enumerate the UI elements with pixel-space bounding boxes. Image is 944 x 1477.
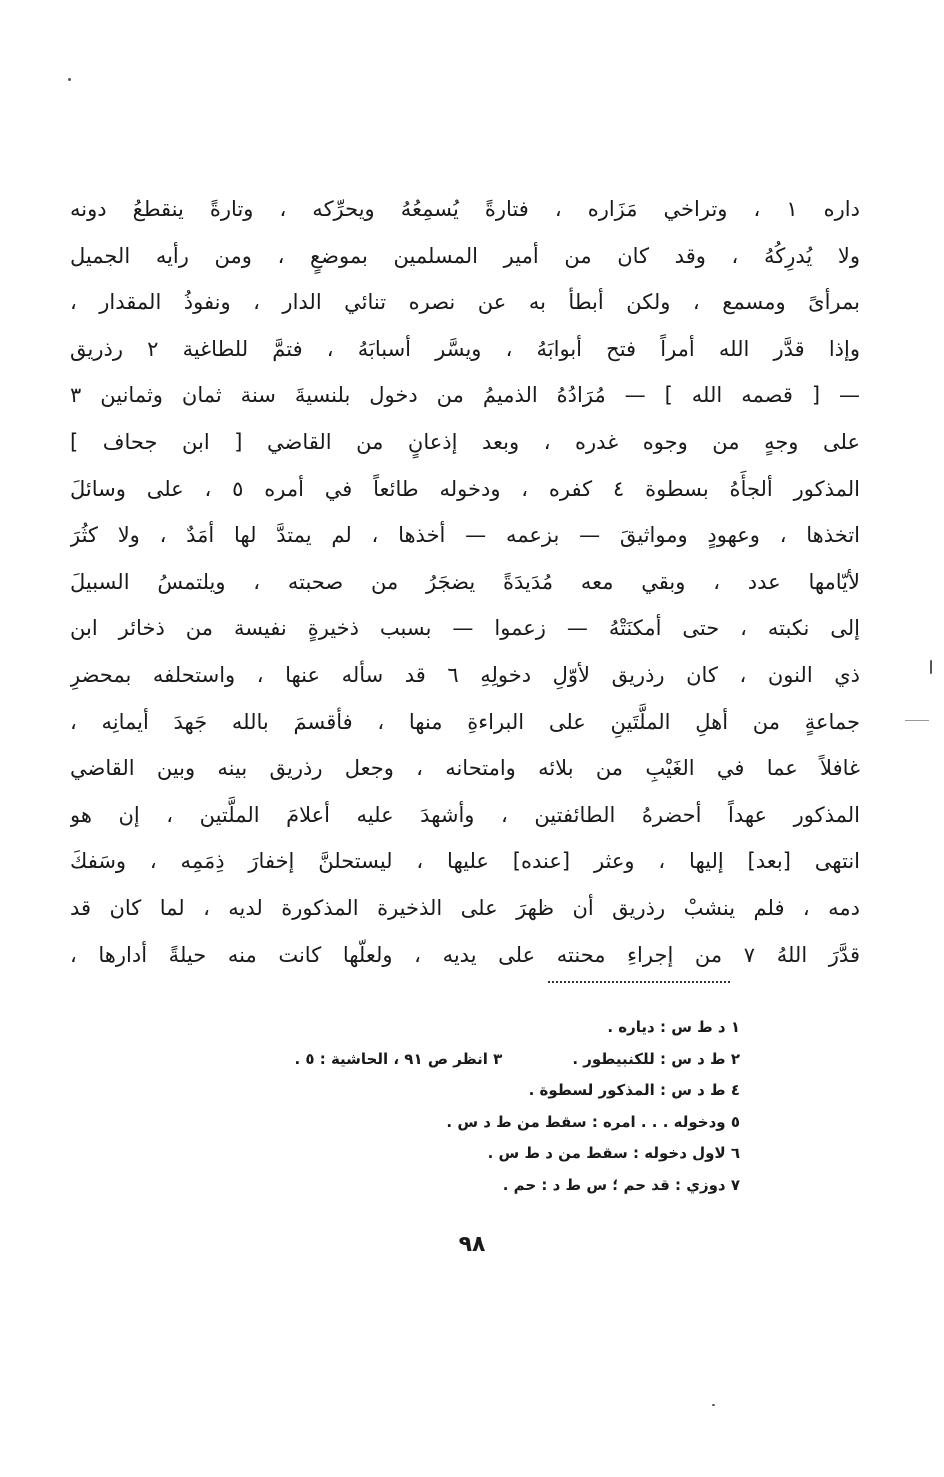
footnote-row [150,1012,740,1044]
footnotes [150,1012,740,1201]
text-line: المذكور عهداً أحضرهُ الطائفتين ، وأشهدَ عليه أعلامَ الملَّتين ، إن هو [70,802,860,827]
footnote-row [150,1107,740,1139]
text-line: اتخذها ، وعهودٍ ومواثيقَ — بزعمه — أخذها ، لم يمتدَّ لها أمَدٌ ، ولا كثُرَ [70,523,860,548]
footnote: ٧ دوزي : قد حم ؛ س ط د : حم . [502,1175,740,1194]
text-line: وإذا قدَّر الله أمراً فتح أبوابَهُ ، ويسَّر أسبابَهُ ، فتمَّ للطاغية ٢ رذريق [70,336,860,361]
text-line: دمه ، فلم ينشبْ رذريق أن ظهرَ على الذخيرة المذكورة لديه ، لما كان قد [70,895,860,920]
text-line: لأيّامها عدد ، وبقي معه مُدَيدَةً يضجَرُ من صحبته ، ويلتمسُ السبيلَ [70,569,860,594]
text-line: داره ١ ، وتراخي مَزَاره ، فتارةً يُسمِعُهُ ويحرِّكه ، وتارةً ينقطعُ دونه [70,197,860,221]
text-line: قدَّرَ اللهُ ٧ من إجراءِ محنته على يديه ، ولعلّها كانت منه حيلةً أدارها ، [70,942,860,967]
text-line: المذكور ألجأَهُ بسطوة ٤ كفره ، ودخوله طائعاً في أمره ٥ ، على وسائلَ [70,476,860,501]
footnote-row [150,1044,740,1076]
scan-speck [930,660,932,674]
footnote-divider [548,981,730,983]
footnote-row [150,1138,740,1170]
text-line: جماعةٍ من أهلِ الملَّتَينِ على البراءةِ منها ، فأقسمَ بالله جَهدَ أيمانِه ، [70,709,860,734]
footnote: ١ د ط س : دياره . [607,1018,740,1036]
text-line: انتهى [بعد] إليها ، وعثر [عنده] عليها ، ليستحلنَّ إخفارَ ذِمَمِه ، وسَفكَ [70,849,860,874]
text-line: — [ قصمه الله ] — مُرَادُهُ الذميمُ من دخول بلنسيةَ سنة ثمان وثمانين ٣ [70,383,860,408]
text-line: إلى نكبته ، حتى أمكنَتْهُ — زعموا — بسبب ذخيرةٍ نفيسة من ذخائر ابن [70,616,860,641]
scan-speck [712,1404,715,1406]
footnote-row [150,1075,740,1107]
scan-speck [68,78,71,81]
main-text [70,186,860,978]
footnote: ٥ ودخوله . . . امره : سقط من ط د س . [446,1112,740,1131]
footnote-row [150,1170,740,1202]
footnote: ٤ ط د س : المذكور لسطوة . [528,1081,740,1099]
text-line: غافلاً عما في الغَيْبِ من بلائه وامتحانه ، وجعل رذريق بينه وبين القاضي [70,756,860,781]
text-line: ذي النون ، كان رذريق لأوّلِ دخولِهِ ٦ قد سأله عنها ، واستحلفه بمحضرِ [70,662,860,687]
footnote: ٢ ط د س : للكنبيطور . [572,1049,740,1068]
text-line: ولا يُدرِكُهُ ، وقد كان من أمير المسلمين بموضعٍ ، ومن رأيه الجميل [70,243,860,268]
page-number: ٩٨ [458,1232,486,1257]
scan-speck [905,720,929,721]
text-line: على وجهٍ من وجوه غدره ، وبعد إذعانٍ من القاضي [ ابن جحاف ] [70,429,860,454]
footnote: ٣ انظر ص ٩١ ، الحاشية : ٥ . [294,1049,503,1068]
footnote: ٦ لاول دخوله : سقط من د ط س . [487,1144,740,1162]
text-line: بمرأىً ومسمع ، ولكن أبطأ به عن نصره تنائي الدار ، ونفوذُ المقدار ، [70,290,860,315]
